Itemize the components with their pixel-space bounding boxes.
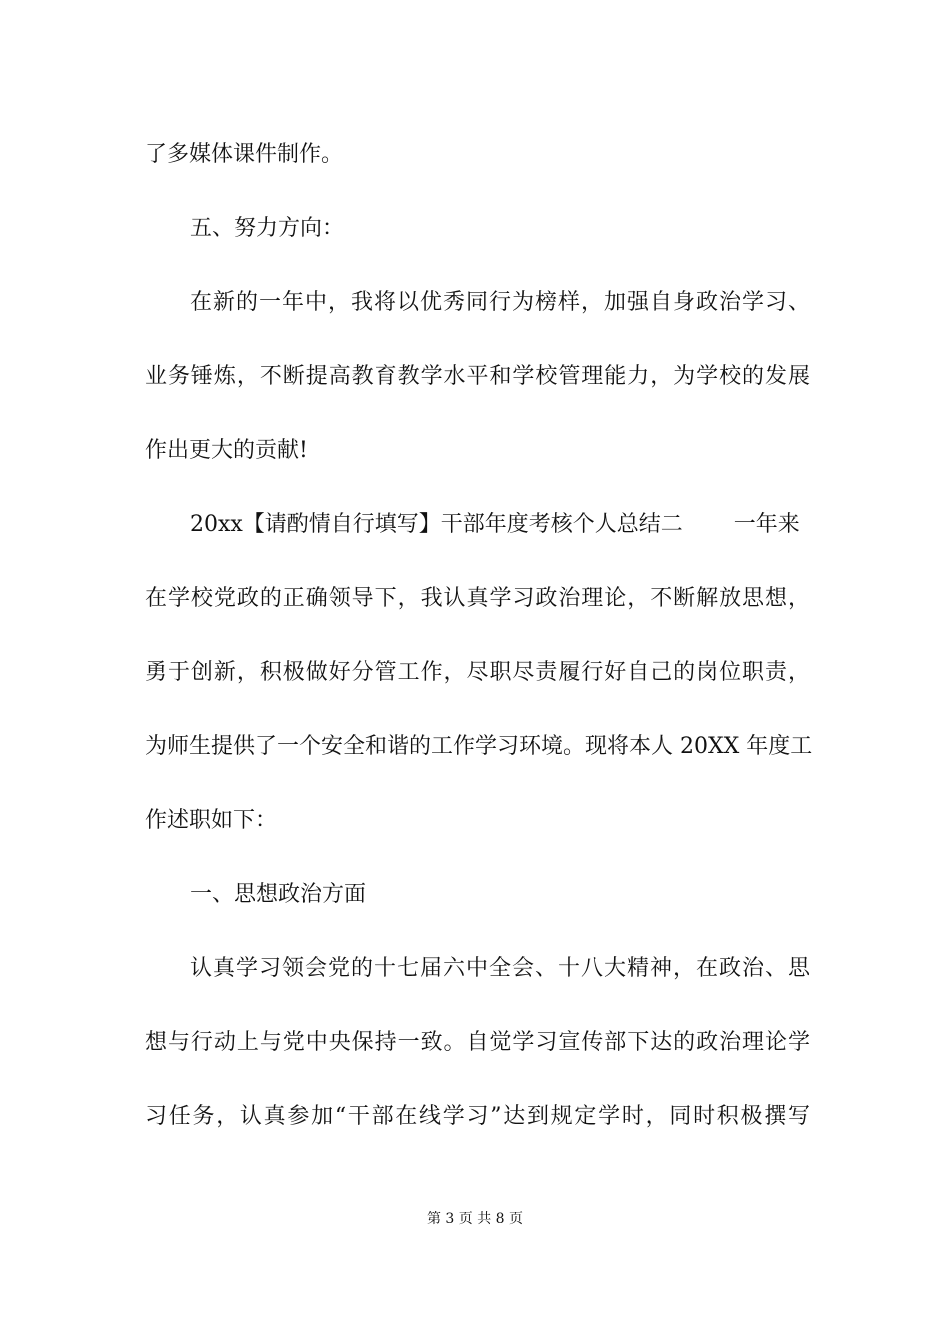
section-heading: 一、思想政治方面: [190, 882, 367, 907]
paragraph-line: 在新的一年中，我将以优秀同行为榜样，加强自身政治学习、: [190, 290, 810, 315]
paragraph-line: 想与行动上与党中央保持一致。自觉学习宣传部下达的政治理论学: [145, 1030, 810, 1055]
page-number-footer: 第 3 页 共 8 页: [426, 1211, 524, 1227]
paragraph-line: 为师生提供了一个安全和谐的工作学习环境。现将本人 20XX 年度工: [145, 734, 813, 759]
paragraph-line: 了多媒体课件制作。: [145, 142, 344, 167]
paragraph-line: 习任务，认真参加“干部在线学习”达到规定学时，同时积极撰写: [145, 1104, 810, 1129]
paragraph-line: 20xx【请酌情自行填写】干部年度考核个人总结二 一年来: [190, 512, 800, 537]
paragraph-line: 作出更大的贡献!: [145, 438, 308, 463]
paragraph-line: 认真学习领会党的十七届六中全会、十八大精神，在政治、思: [190, 956, 810, 981]
paragraph-line: 业务锤炼，不断提高教育教学水平和学校管理能力，为学校的发展: [145, 364, 810, 389]
section-heading: 五、努力方向：: [190, 216, 345, 241]
paragraph-line: 勇于创新，积极做好分管工作，尽职尽责履行好自己的岗位职责，: [145, 660, 810, 685]
paragraph-line: 在学校党政的正确领导下，我认真学习政治理论，不断解放思想，: [145, 586, 810, 611]
paragraph-line: 作述职如下：: [145, 808, 278, 833]
